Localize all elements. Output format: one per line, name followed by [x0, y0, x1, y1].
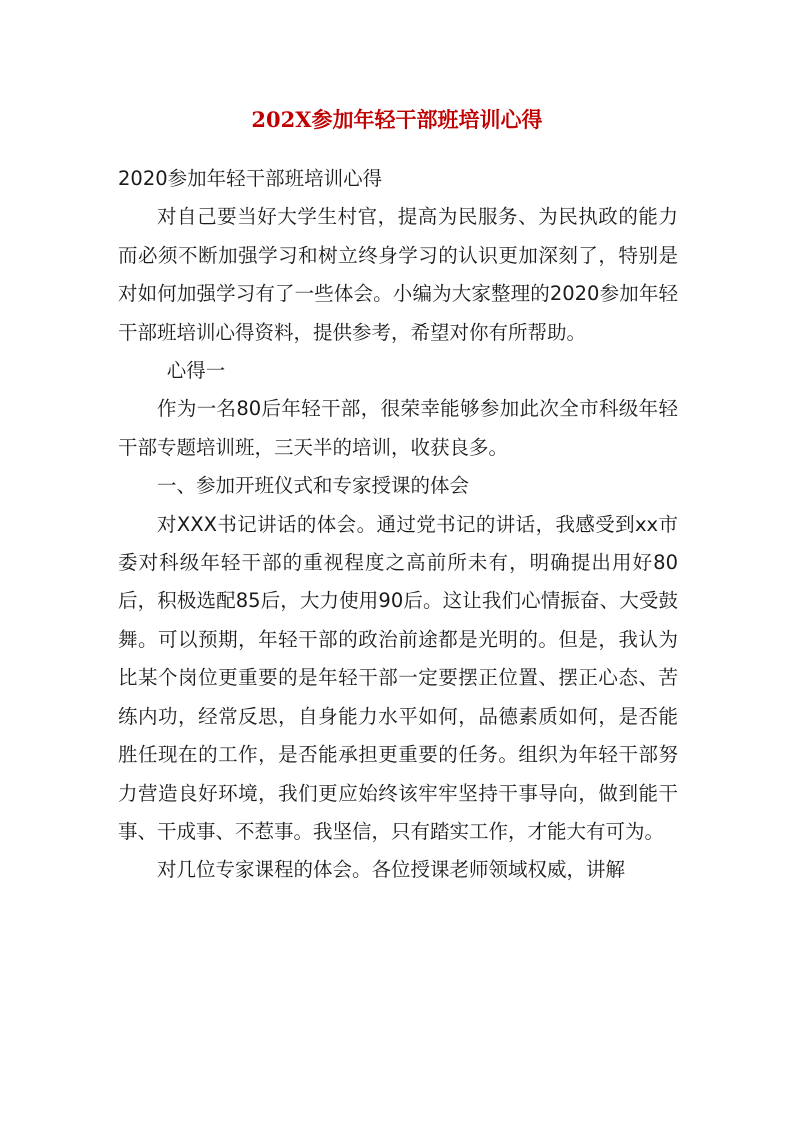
subsection-heading: 一、参加开班仪式和专家授课的体会: [157, 474, 470, 498]
section-heading-xinde-1: 心得一: [166, 359, 226, 383]
body-paragraph: 对几位专家课程的体会。各位授课老师领域权威，讲解: [157, 858, 626, 882]
body-paragraph: 作为一名80后年轻干部，很荣幸能够参加此次全市科级年轻干部专题培训班，三天半的培训，收获良多。: [118, 397, 678, 459]
body-paragraph: 对XXX书记讲话的体会。通过党书记的讲话，我感受到xx市委对科级年轻干部的重视程度之高前所未有，明确提出用好80后，积极选配85后，大力使用90后。这让我们心情振奋、大受鼓舞。可以预期，年轻干部的政治前途都是光明的。但是，我认为比某个岗位更重要的是年轻干部一定要摆正位置、摆正心态、苦练内功，经常反思，自身能力水平如何，品德素质如何，是否能胜任现在的工作，是否能承担更重要的任务。组织为年轻干部努力营造良好环境，我们更应始终该牢牢坚持干事导向，做到能干事、干成事、不惹事。我坚信，只有踏实工作，才能大有可为。: [118, 512, 678, 843]
subtitle-paragraph: 2020参加年轻干部班培训心得: [118, 167, 383, 190]
document-title: 202X参加年轻干部班培训心得: [251, 107, 543, 132]
intro-paragraph: 对自己要当好大学生村官，提高为民服务、为民执政的能力而必须不断加强学习和树立终身学习的认识更加深刻了，特别是对如何加强学习有了一些体会。小编为大家整理的2020参加年轻干部班培训心得资料，提供参考，希望对你有所帮助。: [118, 205, 678, 344]
document-body: [118, 160, 678, 890]
